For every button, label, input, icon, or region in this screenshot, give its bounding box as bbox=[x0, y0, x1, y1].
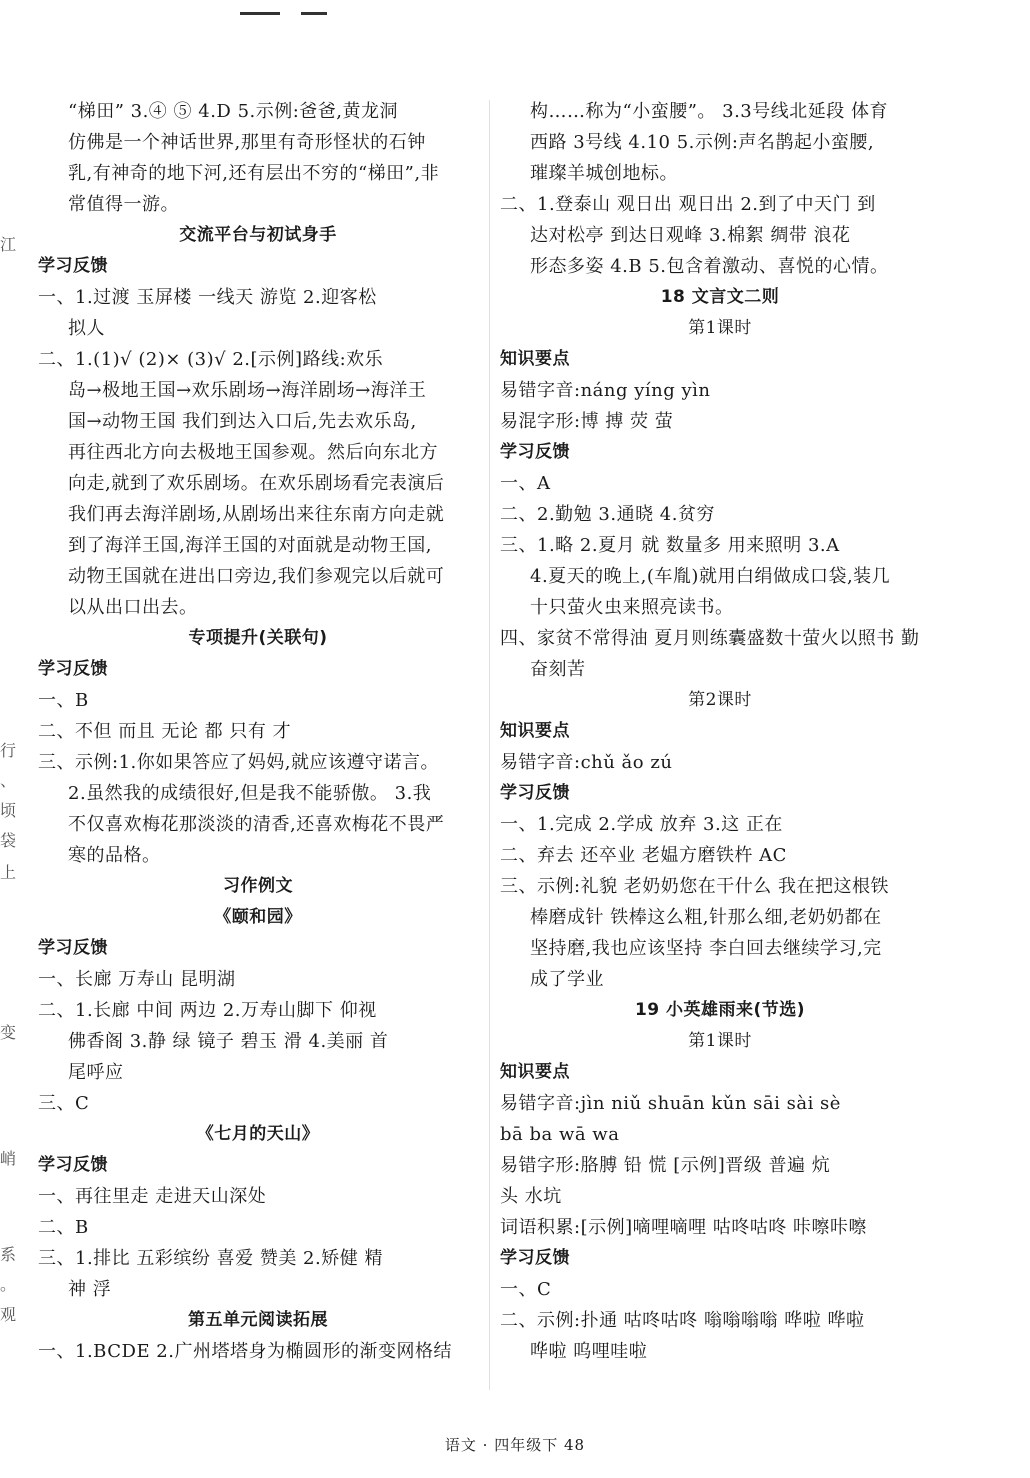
edge-glyph: 变 bbox=[0, 1023, 17, 1042]
subsection-label: 知识要点 bbox=[500, 349, 570, 369]
subsection-label: 学习反馈 bbox=[38, 659, 108, 679]
text-line: 我们再去海洋剧场,从剧场出来往东南方向走就 bbox=[68, 504, 445, 525]
text-line: 一、B bbox=[38, 690, 89, 711]
subsection-label: 知识要点 bbox=[500, 1062, 570, 1082]
top-edge-marks bbox=[240, 0, 343, 4]
text-line: 二、示例:扑通 咕咚咕咚 嗡嗡嗡嗡 哗啦 哗啦 bbox=[500, 1310, 865, 1331]
subsection-label: 学习反馈 bbox=[38, 1155, 108, 1175]
text-line: 寒的品格。 bbox=[68, 845, 161, 866]
text-line: 仿佛是一个神话世界,那里有奇形怪状的石钟 bbox=[68, 132, 426, 153]
subsection-label: 知识要点 bbox=[500, 721, 570, 741]
edge-glyph: 袋 bbox=[0, 831, 17, 850]
text-line: 三、示例:礼貌 老奶奶您在干什么 我在把这根铁 bbox=[500, 876, 890, 897]
edge-glyph: 江 bbox=[0, 235, 17, 254]
text-line: 一、1.过渡 玉屏楼 一线天 游览 2.迎客松 bbox=[38, 287, 377, 308]
text-line: 达对松亭 到达日观峰 3.棉絮 绸带 浪花 bbox=[530, 225, 851, 246]
left-edge-bleed bbox=[0, 0, 17, 1478]
text-line: 棒磨成针 铁棒这么粗,针那么细,老奶奶都在 bbox=[530, 907, 882, 928]
text-line: 易混字形:博 搏 荧 萤 bbox=[500, 411, 674, 432]
section-heading: 19 小英雄雨来(节选) bbox=[634, 1000, 806, 1020]
text-line: 尾呼应 bbox=[68, 1062, 124, 1083]
text-line: 四、家贫不常得油 夏月则练囊盛数十萤火以照书 勤 bbox=[500, 628, 920, 649]
section-heading: 《七月的天山》 bbox=[196, 1124, 320, 1144]
text-line: 二、弃去 还卒业 老媪方磨铁杵 AC bbox=[500, 845, 787, 866]
text-line: 易错字音:jìn niǔ shuān kǔn sāi sài sè bbox=[500, 1093, 841, 1114]
section-heading: 第五单元阅读拓展 bbox=[188, 1310, 328, 1330]
section-heading: 第2课时 bbox=[688, 690, 752, 710]
text-line: 一、长廊 万寿山 昆明湖 bbox=[38, 969, 236, 990]
page-footer: 语文 · 四年级下 48 bbox=[444, 1436, 586, 1454]
subsection-label: 学习反馈 bbox=[38, 938, 108, 958]
text-line: 二、不但 而且 无论 都 只有 才 bbox=[38, 721, 292, 742]
left-column bbox=[38, 96, 478, 1367]
right-column bbox=[500, 96, 940, 1367]
subsection-label: 学习反馈 bbox=[500, 442, 570, 462]
section-heading: 习作例文 bbox=[223, 876, 293, 896]
section-heading: 第1课时 bbox=[688, 1031, 752, 1051]
subsection-label: 学习反馈 bbox=[38, 256, 108, 276]
text-line: 一、A bbox=[500, 473, 551, 494]
text-line: 佛香阁 3.静 绿 镜子 碧玉 滑 4.美丽 首 bbox=[68, 1031, 389, 1052]
text-line: 三、示例:1.你如果答应了妈妈,就应该遵守诺言。 bbox=[38, 752, 439, 773]
edge-glyph: 峭 bbox=[0, 1149, 17, 1168]
text-line: 一、1.完成 2.学成 放弃 3.这 正在 bbox=[500, 814, 783, 835]
text-line: 十只萤火虫来照亮读书。 bbox=[530, 597, 734, 618]
text-line: 到了海洋王国,海洋王国的对面就是动物王国, bbox=[68, 535, 432, 556]
section-heading: 专项提升(关联句) bbox=[188, 628, 328, 648]
text-line: 西路 3号线 4.10 5.示例:声名鹊起小蛮腰, bbox=[530, 132, 875, 153]
text-line: 国→动物王国 我们到达入口后,先去欢乐岛, bbox=[68, 411, 417, 432]
text-line: 三、C bbox=[38, 1093, 90, 1114]
text-line: 易错字音:chǔ ǎo zú bbox=[500, 752, 673, 773]
text-line: 头 水坑 bbox=[500, 1186, 562, 1207]
text-line: 奋刻苦 bbox=[530, 659, 586, 680]
text-line: 词语积累:[示例]嘀哩嘀哩 咕咚咕咚 咔嚓咔嚓 bbox=[500, 1217, 868, 1238]
text-line: 二、1.长廊 中间 两边 2.万寿山脚下 仰视 bbox=[38, 1000, 377, 1021]
text-line: 三、1.略 2.夏月 就 数量多 用来照明 3.A bbox=[500, 535, 840, 556]
text-line: 2.虽然我的成绩很好,但是我不能骄傲。 3.我 bbox=[68, 783, 432, 804]
text-line: 璀璨羊城创地标。 bbox=[530, 163, 678, 184]
text-line: 构……称为“小蛮腰”。 3.3号线北延段 体育 bbox=[530, 101, 888, 122]
edge-glyph: 上 bbox=[0, 863, 17, 882]
edge-glyph: 行 bbox=[0, 741, 17, 760]
text-line: 岛→极地王国→欢乐剧场→海洋剧场→海洋王 bbox=[68, 380, 427, 401]
text-line: 常值得一游。 bbox=[68, 194, 179, 215]
text-line: 一、1.BCDE 2.广州塔塔身为椭圆形的渐变网格结 bbox=[38, 1341, 452, 1362]
column-divider bbox=[489, 100, 490, 1390]
text-line: 神 浮 bbox=[68, 1279, 112, 1300]
text-line: 成了学业 bbox=[530, 969, 604, 990]
text-line: 一、再往里走 走进天山深处 bbox=[38, 1186, 267, 1207]
text-line: 二、1.登泰山 观日出 观日出 2.到了中天门 到 bbox=[500, 194, 876, 215]
edge-glyph: 、 bbox=[0, 771, 17, 790]
section-heading: 第1课时 bbox=[688, 318, 752, 338]
text-line: 动物王国就在进出口旁边,我们参观完以后就可 bbox=[68, 566, 445, 587]
text-line: 拟人 bbox=[68, 318, 105, 339]
text-line: 易错字音:náng yíng yìn bbox=[500, 380, 711, 401]
text-line: “梯田” 3.④ ⑤ 4.D 5.示例:爸爸,黄龙洞 bbox=[68, 101, 399, 122]
subsection-label: 学习反馈 bbox=[500, 783, 570, 803]
text-line: 二、B bbox=[38, 1217, 89, 1238]
top-mark bbox=[240, 12, 280, 15]
section-heading: 18 文言文二则 bbox=[660, 287, 780, 307]
text-line: 向走,就到了欢乐剧场。在欢乐剧场看完表演后 bbox=[68, 473, 445, 494]
edge-glyph: 顷 bbox=[0, 801, 17, 820]
text-line: 二、2.勤勉 3.通晓 4.贫穷 bbox=[500, 504, 715, 525]
text-line: 三、1.排比 五彩缤纷 喜爱 赞美 2.矫健 精 bbox=[38, 1248, 383, 1269]
text-line: 二、1.(1)√ (2)× (3)√ 2.[示例]路线:欢乐 bbox=[38, 349, 384, 370]
text-line: 易错字形:胳膊 铅 慌 [示例]晋级 普遍 炕 bbox=[500, 1155, 831, 1176]
text-line: 形态多姿 4.B 5.包含着激动、喜悦的心情。 bbox=[530, 256, 889, 277]
text-line: 乳,有神奇的地下河,还有层出不穷的“梯田”,非 bbox=[68, 163, 440, 184]
text-line: 不仅喜欢梅花那淡淡的清香,还喜欢梅花不畏严 bbox=[68, 814, 445, 835]
edge-glyph: 系 bbox=[0, 1245, 17, 1264]
subsection-label: 学习反馈 bbox=[500, 1248, 570, 1268]
top-mark bbox=[301, 12, 327, 15]
text-line: bā ba wā wa bbox=[500, 1124, 620, 1145]
text-line: 以从出口出去。 bbox=[68, 597, 198, 618]
edge-glyph: 观 bbox=[0, 1305, 17, 1324]
section-heading: 《颐和园》 bbox=[214, 907, 302, 927]
section-heading: 交流平台与初试身手 bbox=[179, 225, 337, 245]
text-line: 一、C bbox=[500, 1279, 552, 1300]
text-line: 4.夏天的晚上,(车胤)就用白绢做成口袋,装几 bbox=[530, 566, 891, 587]
edge-glyph: 。 bbox=[0, 1275, 17, 1294]
text-line: 再往西北方向去极地王国参观。然后向东北方 bbox=[68, 442, 438, 463]
text-line: 坚持磨,我也应该坚持 李白回去继续学习,完 bbox=[530, 938, 882, 959]
text-line: 哗啦 呜哩哇啦 bbox=[530, 1341, 648, 1362]
